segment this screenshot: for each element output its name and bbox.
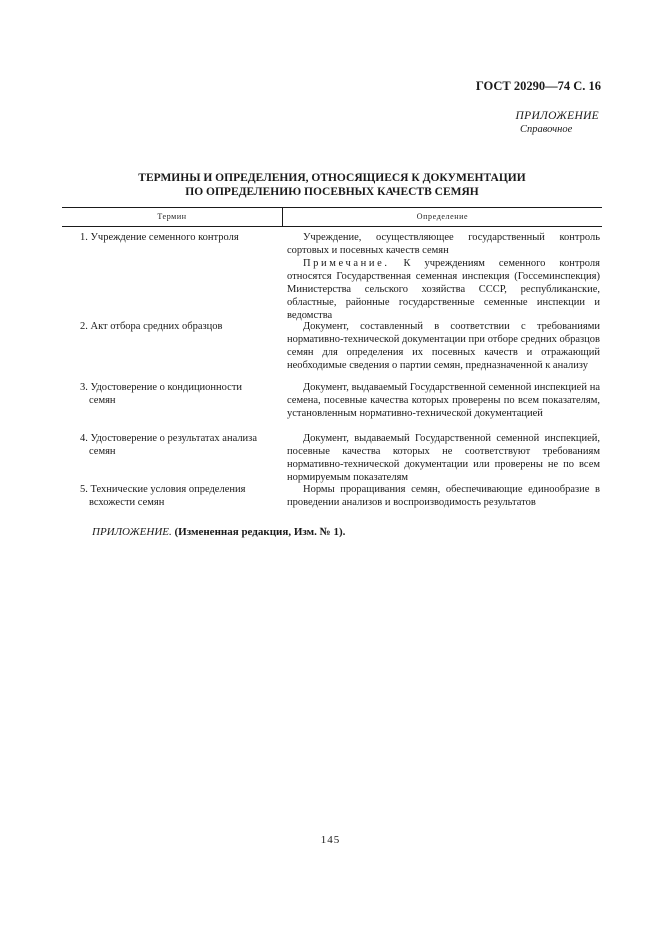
note-text: К учреждениям семенного контроля относятся Государственная семенная инспекция (Госсеминспекция) Министерства сельского хозяйства СССР, республиканские, областные, районные государственные семенные инспекции и ведомства — [287, 258, 600, 321]
table-header-rule — [62, 226, 602, 227]
table-row-term — [80, 381, 265, 407]
title-line-1: ТЕРМИНЫ И ОПРЕДЕЛЕНИЯ, ОТНОСЯЩИЕСЯ К ДОКУМЕНТАЦИИ — [138, 172, 526, 184]
table-row-definition — [287, 432, 600, 484]
table-row-term — [80, 432, 265, 458]
page-title — [62, 171, 602, 199]
term-text: 4. Удостоверение о результатах анализа — [80, 433, 257, 444]
definition-text: Нормы проращивания семян, обеспечивающие единообразие в проведении анализов и воспроизводимость результатов — [287, 484, 600, 508]
term-text-continued: семян — [89, 395, 116, 406]
definition-text: Документ, составленный в соответствии с требованиями нормативно-технической документации при отборе средних образцов семян для определения их посевных качеств и отражающий необходимые сведения о партии семян, предназначенной к анализу — [287, 321, 600, 371]
table-row-term — [80, 320, 265, 333]
term-text: 2. Акт отбора средних образцов — [80, 321, 223, 332]
table-row-definition — [287, 483, 600, 509]
appendix-label: ПРИЛОЖЕНИЕ — [515, 110, 599, 122]
term-text: 1. Учреждение семенного контроля — [80, 232, 239, 243]
title-line-2: ПО ОПРЕДЕЛЕНИЮ ПОСЕВНЫХ КАЧЕСТВ СЕМЯН — [185, 186, 479, 198]
page-number: 145 — [320, 834, 341, 846]
definition-text: Документ, выдаваемый Государственной семенной инспекцией на семена, посевные качества которых проверены по всем показателям, установленным нормативно-технической документацией — [287, 382, 600, 419]
table-row-term — [80, 483, 265, 509]
term-text: 3. Удостоверение о кондиционности — [80, 382, 243, 393]
table-top-rule — [62, 207, 602, 208]
definition-note — [287, 257, 600, 322]
document-code: ГОСТ 20290—74 С. 16 — [475, 79, 601, 93]
appendix-type: Справочное — [520, 124, 573, 135]
term-text: 5. Технические условия определения — [80, 484, 246, 495]
term-text-continued: всхожести семян — [89, 497, 165, 508]
amendment-note-italic: ПРИЛОЖЕНИЕ. — [92, 526, 172, 538]
term-text-continued: семян — [89, 446, 116, 457]
amendment-note — [92, 526, 345, 538]
column-header-definition: Определение — [416, 212, 469, 221]
definition-text: Документ, выдаваемый Государственной семенной инспекцией, посевные качества которых не соответствуют требованиям нормативно-технической документации или проверены не по всем нормируемым показателям — [287, 433, 600, 483]
definition-text: Учреждение, осуществляющее государственный контроль сортовых и посевных качеств семян — [287, 232, 600, 256]
table-row-definition — [287, 320, 600, 372]
table-row-term — [80, 231, 265, 244]
table-row-definition — [287, 231, 600, 322]
note-label: Примечание. — [303, 258, 390, 269]
table-row-definition — [287, 381, 600, 420]
amendment-note-bold: (Измененная редакция, Изм. № 1). — [171, 526, 346, 538]
column-header-term: Термин — [157, 212, 187, 221]
